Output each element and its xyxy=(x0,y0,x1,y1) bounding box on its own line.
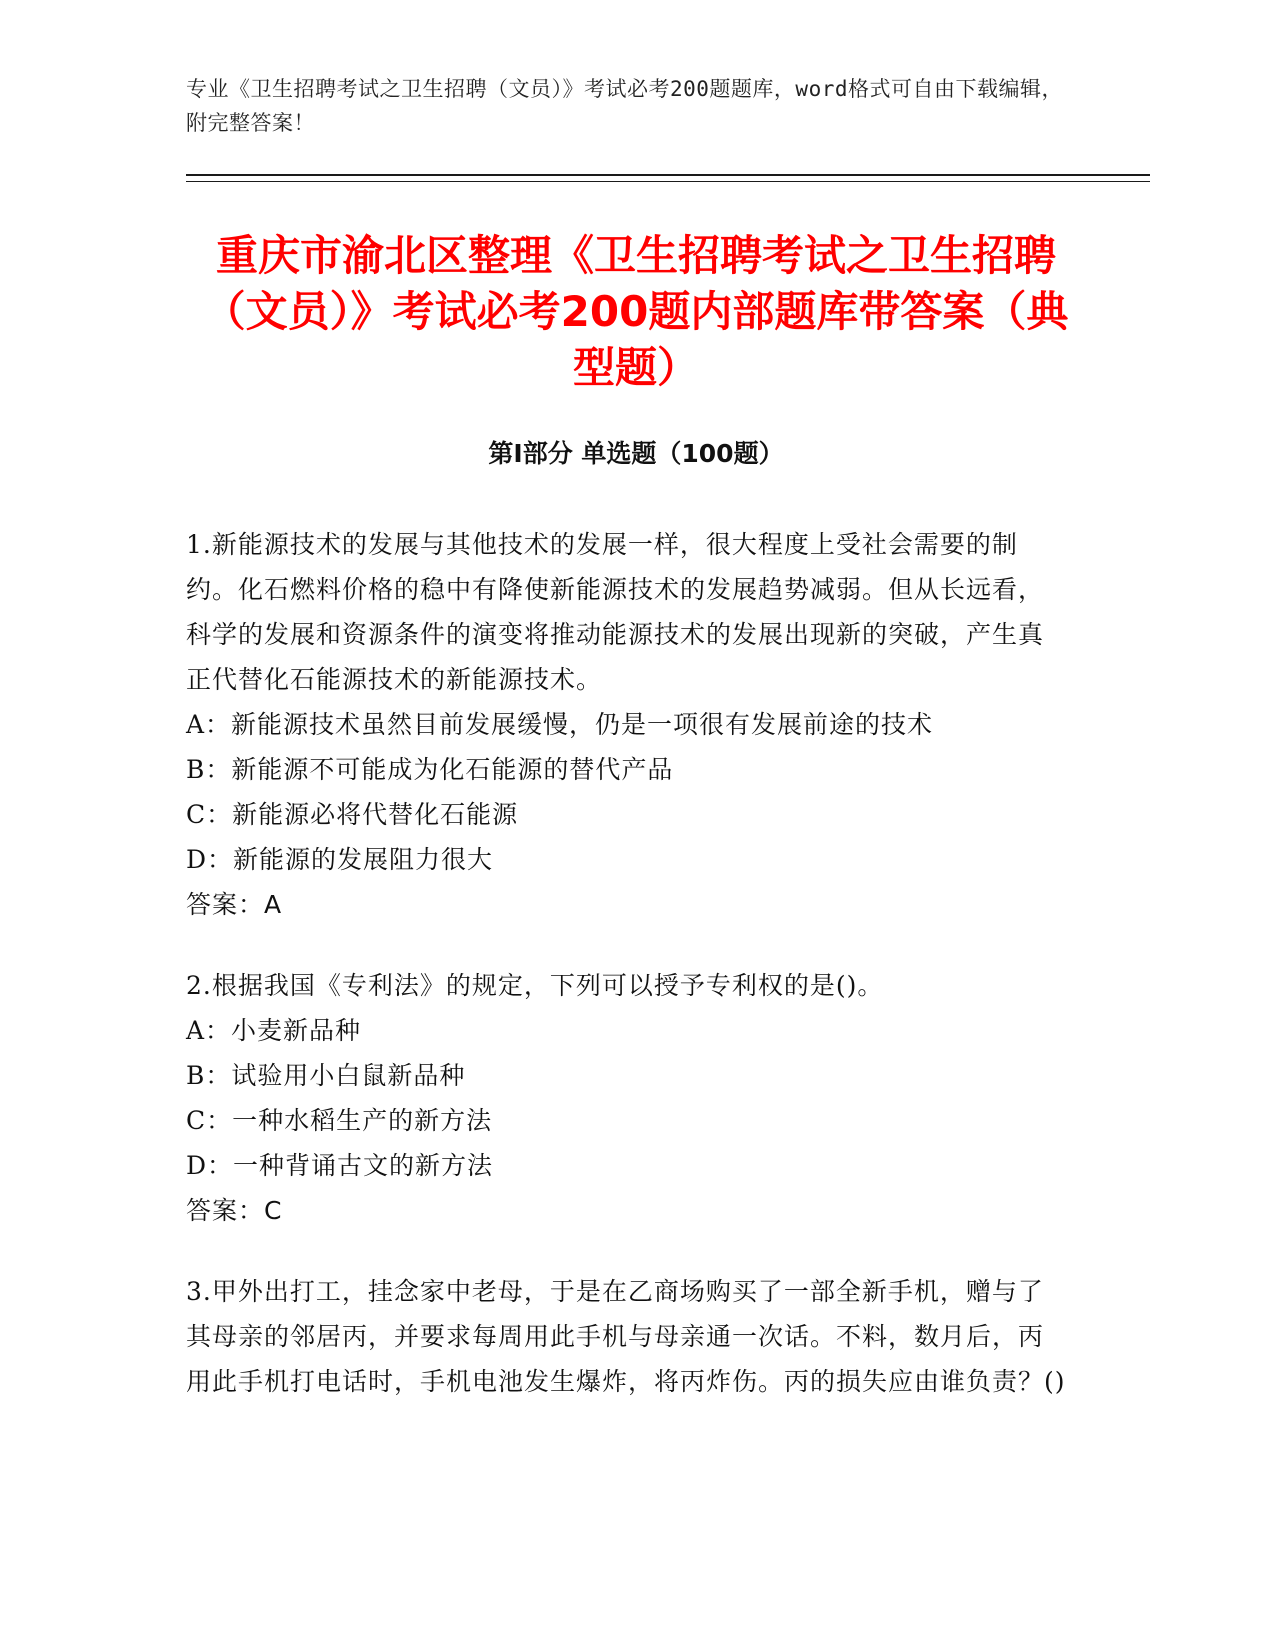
question-stem: 1.新能源技术的发展与其他技术的发展一样，很大程度上受社会需要的制约。化石燃料价格的稳中有降使新能源技术的发展趋势减弱。但从长远看，科学的发展和资源条件的演变将推动能源技术的发展出现新的突破，产生真正代替化石能源技术的新能源技术。 xyxy=(186,530,1045,694)
section-heading: 第I部分 单选题（100题） xyxy=(488,439,784,468)
question-stem: 2.根据我国《专利法》的规定，下列可以授予专利权的是()。 xyxy=(186,971,884,1000)
option-d: D：新能源的发展阻力很大 xyxy=(186,845,494,874)
question-1 xyxy=(186,522,1066,927)
option-b: B：新能源不可能成为化石能源的替代产品 xyxy=(186,755,674,784)
header-note: 专业《卫生招聘考试之卫生招聘（文员）》考试必考200题题库，word格式可自由下载编辑，附完整答案！ xyxy=(186,77,1063,135)
option-a: A：新能源技术虽然目前发展缓慢，仍是一项很有发展前途的技术 xyxy=(186,710,934,739)
header-divider-thin xyxy=(186,181,1150,182)
option-d: D：一种背诵古文的新方法 xyxy=(186,1151,494,1180)
option-b: B：试验用小白鼠新品种 xyxy=(186,1061,466,1090)
option-c: C：新能源必将代替化石能源 xyxy=(186,800,519,829)
document-title: 重庆市渝北区整理《卫生招聘考试之卫生招聘（文员）》考试必考200题内部题库带答案（典型题） xyxy=(203,231,1069,392)
question-stem: 3.甲外出打工，挂念家中老母，于是在乙商场购买了一部全新手机，赠与了其母亲的邻居丙，并要求每周用此手机与母亲通一次话。不料，数月后，丙用此手机打电话时，手机电池发生爆炸，将丙炸伤。丙的损失应由谁负责？() xyxy=(186,1277,1066,1396)
question-list xyxy=(186,522,1066,1440)
question-3 xyxy=(186,1269,1066,1404)
header-divider xyxy=(186,174,1150,176)
option-c: C：一种水稻生产的新方法 xyxy=(186,1106,493,1135)
option-a: A：小麦新品种 xyxy=(186,1016,362,1045)
answer: 答案：C xyxy=(186,1196,283,1225)
answer: 答案：A xyxy=(186,890,283,919)
question-2 xyxy=(186,963,1066,1233)
